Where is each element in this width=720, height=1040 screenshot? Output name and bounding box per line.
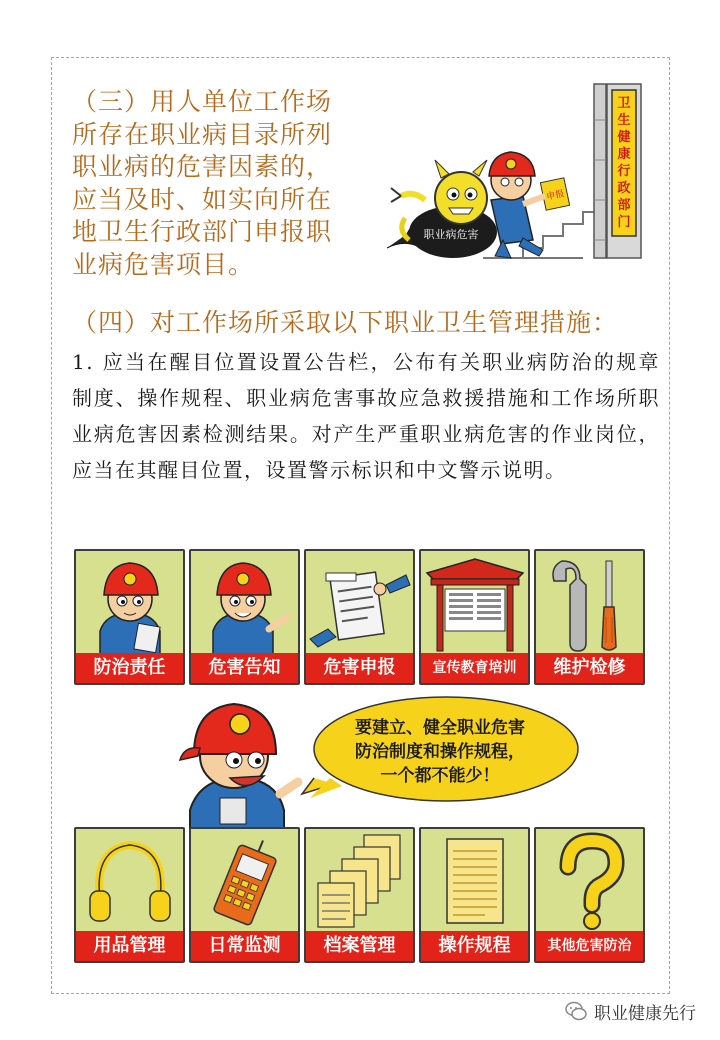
wechat-icon (564, 1000, 588, 1022)
file-stack-icon (306, 829, 413, 932)
lined-document-icon (421, 829, 528, 932)
tile-operating-rules (419, 827, 530, 963)
watermark-text: 职业健康先行 (594, 1003, 696, 1024)
tile-publicity-training (419, 549, 530, 685)
worker-pointing-icon (191, 551, 298, 654)
hazard-label: 职业病危害 (423, 228, 479, 241)
section-3-line: 地卫生行政部门申报职 (72, 217, 333, 246)
tile-label: 档案管理 (306, 931, 413, 961)
tile-label: 用品管理 (76, 931, 183, 961)
tile-hazard-notice (189, 549, 300, 685)
sign-char: 健 (617, 130, 631, 145)
question-mark-icon (536, 829, 643, 932)
section-3-text (72, 86, 357, 281)
earmuffs-icon (76, 829, 183, 932)
worker-clipboard-icon (76, 551, 183, 654)
tile-label: 危害告知 (191, 653, 298, 683)
wrench-screwdriver-icon (536, 551, 643, 654)
report-hazard-cartoon (383, 80, 645, 265)
notice-board-icon (421, 551, 528, 654)
watermark (564, 999, 696, 1023)
hazard-monster-icon (387, 160, 497, 258)
section-4-body: 1. 应当在醒目位置设置公告栏，公布有关职业病防治的规章制度、操作规程、职业病危害事故应急救援措施和工作场所职业病危害因素检测结果。对产生严重职业病危害的作业岗位，应当在其醒目位置，设置警示标识和中文警示说明。 (72, 350, 660, 482)
speech-line: 要建立、健全职业危害 (355, 718, 525, 738)
sign-char: 卫 (617, 96, 631, 111)
tile-label: 宣传教育培训 (421, 653, 528, 683)
speech-line: 防治制度和操作规程， (355, 742, 525, 762)
tile-label: 其他危害防治 (536, 931, 643, 961)
paper-label: 申报 (545, 189, 566, 203)
section-3-line: （三）用人单位工作场 (72, 87, 333, 116)
running-worker-icon (489, 152, 570, 258)
monitor-device-icon (191, 829, 298, 932)
tile-supplies-management (74, 827, 185, 963)
tile-maintenance (534, 549, 645, 685)
tile-label: 防治责任 (76, 653, 183, 683)
tile-hazard-report (304, 549, 415, 685)
section-3-line: 业病危害项目。 (72, 249, 255, 279)
sign-char: 部 (617, 198, 631, 213)
document-hand-icon (306, 551, 413, 654)
tile-label: 维护检修 (536, 653, 643, 683)
sign-char: 门 (617, 215, 631, 230)
tile-prevention-duty (74, 549, 185, 685)
sign-char: 生 (617, 113, 631, 128)
tile-daily-monitoring (189, 827, 300, 963)
sign-char: 政 (617, 181, 631, 196)
tile-other-hazard-prevention (534, 827, 645, 963)
tile-label: 危害申报 (306, 653, 413, 683)
section-3-line: 所存在职业病目录所列 (72, 119, 333, 149)
sign-char: 行 (617, 164, 631, 179)
sign-char: 康 (617, 147, 631, 162)
tile-label: 操作规程 (421, 931, 528, 961)
tile-archive-management (304, 827, 415, 963)
tile-label: 日常监测 (191, 931, 298, 961)
section-3-line: 职业病的危害因素的， (72, 152, 333, 181)
section-4-title: （四）对工作场所采取以下职业卫生管理措施： (72, 308, 619, 337)
speech-bubble-text (330, 716, 550, 788)
section-3-line: 应当及时、如实向所在 (72, 184, 333, 214)
speech-line: 一个都不能少！ (380, 766, 500, 786)
